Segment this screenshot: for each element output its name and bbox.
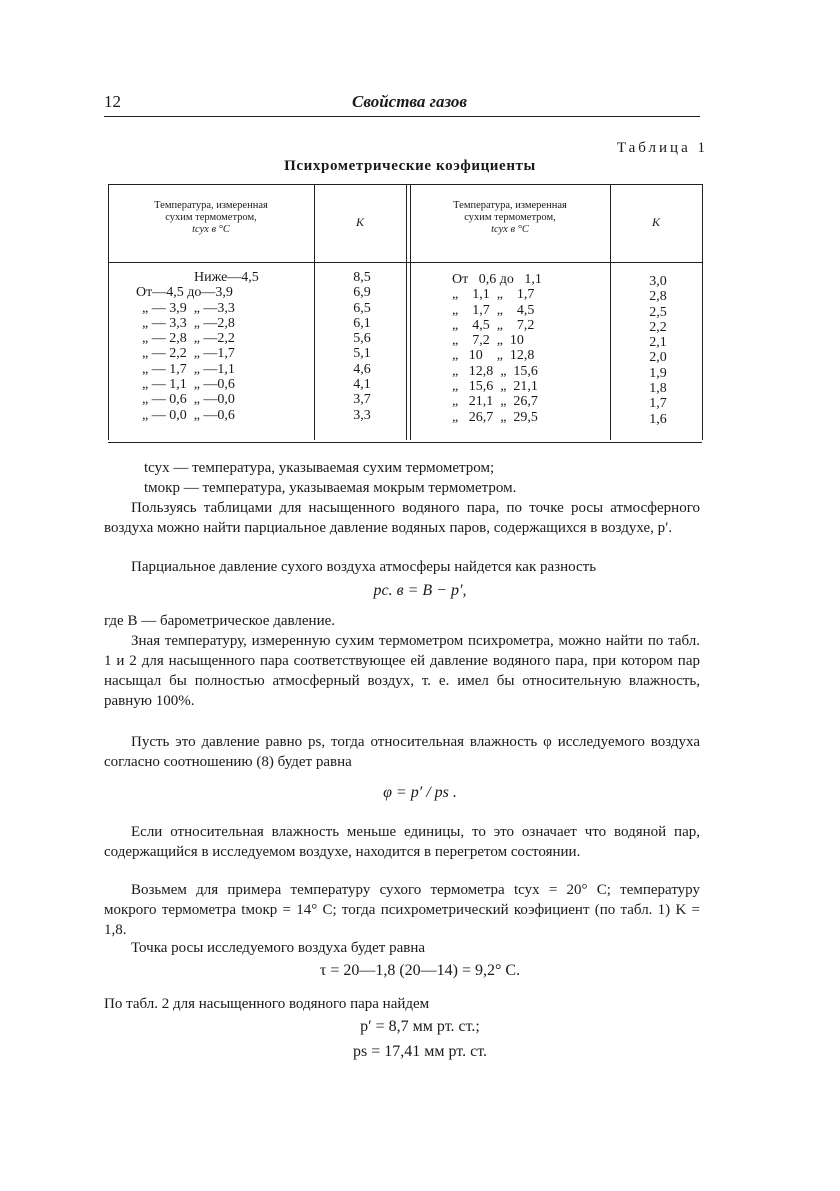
table-cell: 4,1: [353, 377, 371, 393]
paragraph-1: Пользуясь таблицами для насыщенного водяного пара, по точке росы атмосферного воздуха можно найти парциальное давление водяных паров, содержащихся в воздухе, p′.: [104, 500, 700, 536]
table-cell: „ 21,1 „ 26,7: [452, 394, 538, 410]
table-cell: От—4,5 до—3,9: [136, 285, 233, 301]
table-cell: 1,6: [649, 411, 667, 427]
definition-dry: tсух — температура, указываемая сухим термометром;: [144, 460, 495, 476]
paragraph-9: По табл. 2 для насыщенного водяного пара найдем: [104, 996, 430, 1012]
left-temperature-column: [136, 270, 306, 423]
table-cell: 1,8: [649, 381, 667, 397]
formula-relative-humidity: φ = p′ / ps .: [383, 784, 457, 801]
running-title: Свойства газов: [352, 92, 467, 111]
table-bottom-rule: [108, 442, 702, 443]
table-cell: 5,1: [353, 346, 371, 362]
page-header: [104, 92, 700, 117]
table-cell: „ — 1,1 „ —0,6: [142, 377, 235, 393]
definitions: [104, 458, 700, 498]
formula-saturation-pressure: ps = 17,41 мм рт. ст.: [353, 1043, 487, 1060]
table-header-rule: [108, 262, 702, 263]
header-k-left: K: [355, 215, 364, 229]
table-caption: Психрометрические коэфициенты: [284, 158, 536, 174]
page-number: 12: [104, 92, 121, 111]
table-cell: 6,5: [353, 300, 371, 316]
table-cell: 1,9: [649, 365, 667, 381]
paragraph-6: Если относительная влажность меньше единицы, то это означает что водяной пар, содержащийся в исследуемом воздухе, находится в перегретом состоянии.: [104, 824, 700, 860]
table-center-divider: [406, 184, 407, 440]
table-cell: „ 1,1 „ 1,7: [452, 287, 535, 303]
table-cell: 1,7: [649, 396, 667, 412]
header-temp-right: Температура, измеренная сухим термометром, tсух в °C: [453, 200, 567, 235]
table-cell: Ниже—4,5: [194, 270, 259, 285]
formula-dry-air-pressure: pс. в = B − p′,: [373, 582, 467, 599]
psychrometric-table: [108, 178, 702, 446]
table-cell: „ — 3,9 „ —3,3: [142, 300, 235, 316]
table-cell: 4,6: [353, 361, 371, 377]
table-cell: 2,2: [649, 319, 667, 335]
header-k-right: K: [651, 215, 660, 229]
table-cell: „ — 1,7 „ —1,1: [142, 361, 235, 377]
table-cell: 2,0: [649, 350, 667, 366]
table-cell: 2,1: [649, 335, 667, 351]
table-cell: „ — 0,6 „ —0,0: [142, 392, 235, 408]
formula-dew-point: τ = 20—1,8 (20—14) = 9,2° C.: [319, 962, 521, 979]
table-cell: „ — 3,3 „ —2,8: [142, 315, 235, 331]
table-cell: „ 4,5 „ 7,2: [452, 317, 535, 333]
definition-wet: tмокр — температура, указываемая мокрым термометром.: [144, 480, 517, 496]
table-right-rule: [702, 184, 703, 440]
table-cell: 3,0: [649, 274, 667, 289]
table-cell: От 0,6 до 1,1: [452, 272, 542, 287]
table-cell: „ 15,6 „ 21,1: [452, 379, 538, 395]
table-cell: 8,5: [353, 270, 371, 285]
header-temp-left: Температура, измеренная сухим термометром, tсух в °C: [154, 200, 268, 235]
table-cell: 6,1: [353, 315, 371, 331]
paragraph-4: Зная температуру, измеренную сухим термометром психрометра, можно найти по табл. 1 и 2 для насыщенного пара соответствующее ей давление водяного пара, при котором пар насыщал бы полностью атмосферный воздух, т. е. имел бы относительную влажность, равную 100%.: [104, 633, 700, 709]
table-cell: 3,7: [353, 392, 371, 408]
table-cell: „ 26,7 „ 29,5: [452, 409, 538, 425]
right-temperature-column: [452, 272, 608, 425]
table-label: Таблица 1: [616, 140, 708, 156]
paragraph-8: Точка росы исследуемого воздуха будет равна: [131, 940, 426, 956]
table-cell: „ — 0,0 „ —0,6: [142, 407, 235, 423]
table-cell: „ 12,8 „ 15,6: [452, 363, 538, 379]
table-cell: „ — 2,2 „ —1,7: [142, 346, 235, 362]
table-cell: „ 1,7 „ 4,5: [452, 302, 535, 318]
table-cell: 6,9: [353, 285, 371, 301]
right-k-column: [618, 274, 698, 427]
table-cell: 2,5: [649, 304, 667, 320]
table-cell: „ 10 „ 12,8: [452, 348, 535, 364]
paragraph-5: Пусть это давление равно ps, тогда относительная влажность φ исследуемого воздуха согласно соотношению (8) будет равна: [104, 734, 700, 770]
formula-partial-pressure: p′ = 8,7 мм рт. ст.;: [360, 1018, 480, 1035]
table-cell: 5,6: [353, 331, 371, 347]
paragraph-2: Парциальное давление сухого воздуха атмосферы найдется как разность: [131, 559, 597, 575]
left-k-column: [322, 270, 402, 423]
table-cell: 3,3: [353, 407, 371, 423]
table-cell: „ — 2,8 „ —2,2: [142, 331, 235, 347]
table-top-rule: [108, 184, 702, 185]
paragraph-7: Возьмем для примера температуру сухого термометра tсух = 20° C; температуру мокрого термометра tмокр = 14° C; тогда психрометрический коэфициент (по табл. 1) K = 1,8.: [104, 882, 700, 938]
paragraph-3: где B — барометрическое давление.: [104, 613, 335, 629]
table-cell: 2,8: [649, 289, 667, 305]
table-cell: „ 7,2 „ 10: [452, 333, 524, 349]
